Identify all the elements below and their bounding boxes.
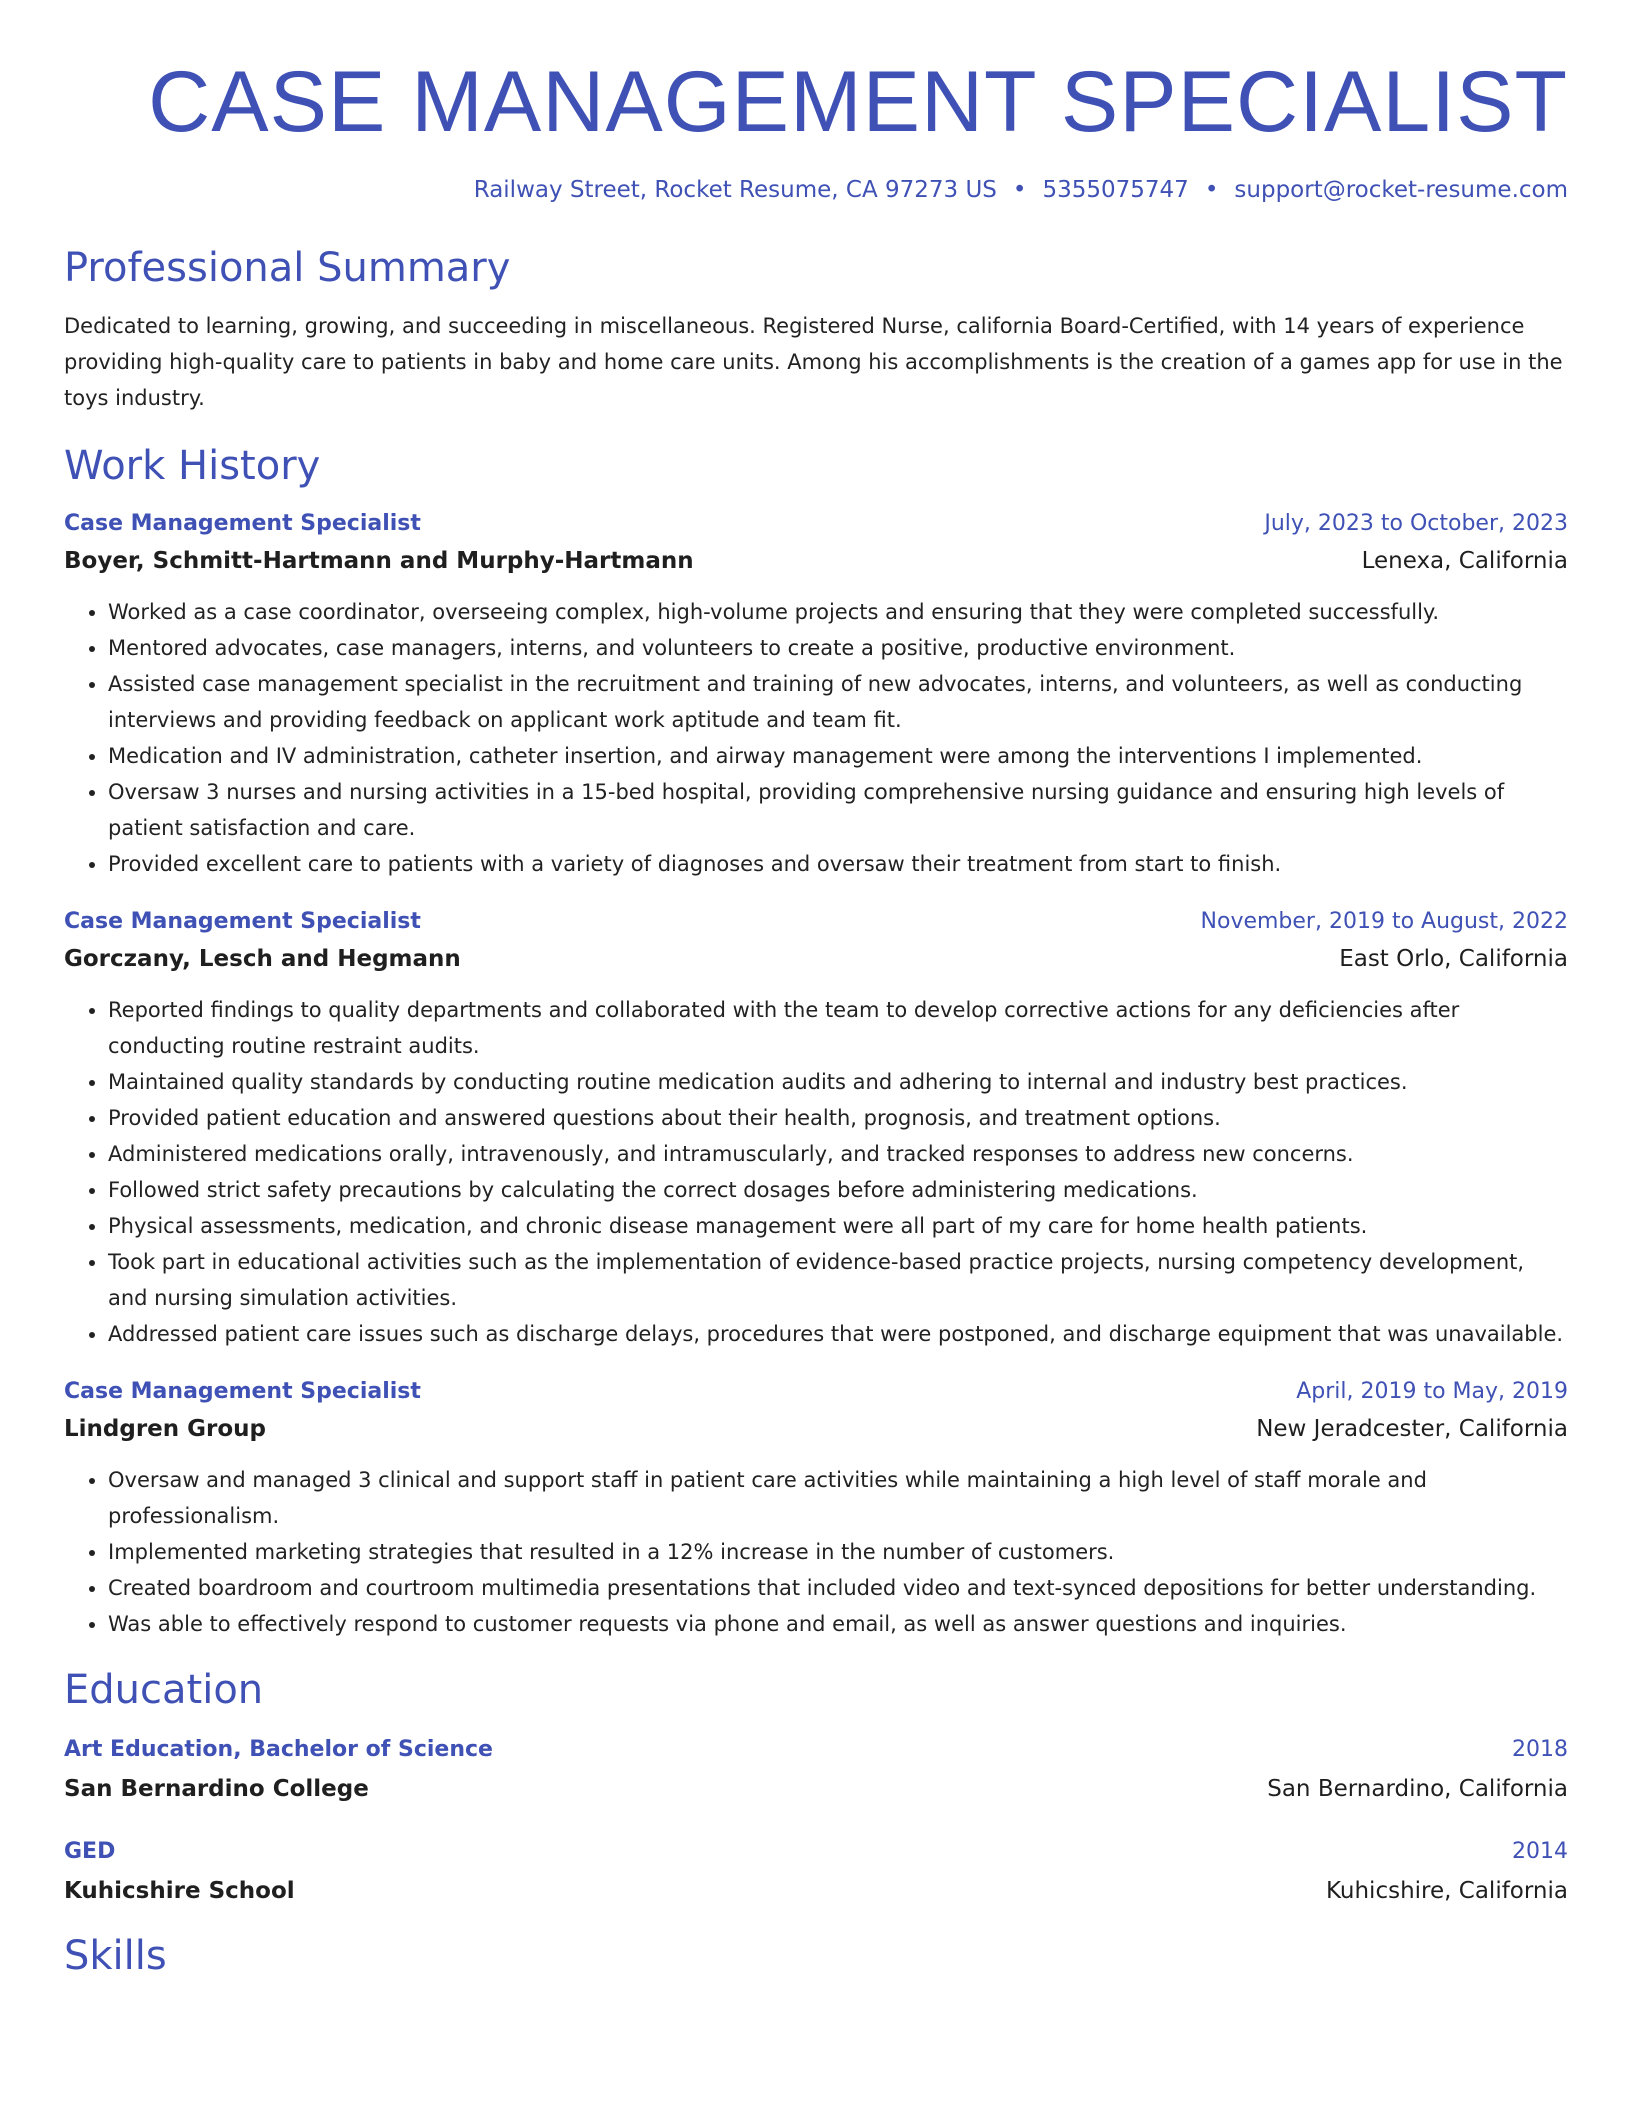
education-school: San Bernardino College (64, 1776, 369, 1802)
education-subheader (64, 1770, 1568, 1808)
job-bullet: • Medication and IV administration, catheter insertion, and airway management were among the interventions I implemented. (108, 738, 1568, 774)
education-degree: GED (64, 1839, 116, 1864)
job-bullet: • Oversaw 3 nurses and nursing activities in a 15-bed hospital, providing comprehensive nursing guidance and ensuring high levels of patient satisfaction and care. (108, 774, 1568, 846)
education-header (64, 1732, 1568, 1768)
job-location: East Orlo, California (1339, 946, 1568, 972)
job-subheader (64, 940, 1568, 978)
job-subheader (64, 542, 1568, 580)
education-location: San Bernardino, California (1267, 1776, 1568, 1802)
education-school: Kuhicshire School (64, 1878, 295, 1904)
job-dates: July, 2023 to October, 2023 (1264, 511, 1568, 536)
job-company: Boyer, Schmitt-Hartmann and Murphy-Hartmann (64, 548, 694, 574)
job-subheader (64, 1410, 1568, 1448)
job-bullet: • Followed strict safety precautions by calculating the correct dosages before administering medications. (108, 1172, 1568, 1208)
job-bullet: • Addressed patient care issues such as discharge delays, procedures that were postponed, and discharge equipment that was unavailable. (108, 1316, 1568, 1352)
contact-line (64, 174, 1568, 206)
job-entry (64, 1374, 1568, 1642)
job-bullet: • Oversaw and managed 3 clinical and support staff in patient care activities while maintaining a high level of staff morale and professionalism. (108, 1462, 1568, 1534)
job-role: Case Management Specialist (64, 1379, 421, 1404)
contact-email[interactable]: support@rocket-resume.com (1234, 177, 1568, 203)
job-role: Case Management Specialist (64, 511, 421, 536)
job-bullets (64, 992, 1568, 1352)
job-bullet: • Created boardroom and courtroom multimedia presentations that included video and text-synced depositions for better understanding. (108, 1570, 1568, 1606)
education-header (64, 1834, 1568, 1870)
education-entry (64, 1732, 1568, 1808)
contact-phone[interactable]: 5355075747 (1042, 177, 1189, 203)
contact-separator: • (1012, 177, 1027, 203)
education-year: 2018 (1512, 1737, 1568, 1762)
education-year: 2014 (1512, 1839, 1568, 1864)
education-subheader (64, 1872, 1568, 1910)
job-location: Lenexa, California (1361, 548, 1568, 574)
job-bullet: • Reported findings to quality departments and collaborated with the team to develop corrective actions for any deficiencies after conducting routine restraint audits. (108, 992, 1568, 1064)
job-entry (64, 506, 1568, 882)
job-dates: April, 2019 to May, 2019 (1296, 1379, 1568, 1404)
candidate-title: CASE MANAGEMENT SPECIALIST (148, 54, 1568, 150)
job-company: Lindgren Group (64, 1416, 267, 1442)
resume-header (64, 50, 1568, 206)
education-location: Kuhicshire, California (1325, 1878, 1568, 1904)
job-company: Gorczany, Lesch and Hegmann (64, 946, 461, 972)
section-title-skills: Skills (64, 1933, 167, 1979)
contact-separator: • (1204, 177, 1219, 203)
job-bullet: • Took part in educational activities such as the implementation of evidence-based practice projects, nursing competency development, and nursing simulation activities. (108, 1244, 1568, 1316)
job-dates: November, 2019 to August, 2022 (1200, 909, 1568, 934)
job-entry (64, 904, 1568, 1352)
job-bullet: • Implemented marketing strategies that resulted in a 12% increase in the number of customers. (108, 1534, 1568, 1570)
job-bullets (64, 594, 1568, 882)
job-location: New Jeradcester, California (1256, 1416, 1568, 1442)
job-header (64, 1374, 1568, 1410)
summary-text: Dedicated to learning, growing, and succeeding in miscellaneous. Registered Nurse, california Board-Certified, with 14 years of experience providing high-quality care to patients in baby and home care units. Among his accomplishments is the creation of a games app for use in the toys industry. (64, 314, 1563, 410)
job-header (64, 904, 1568, 940)
section-title-summary: Professional Summary (64, 245, 511, 291)
section-title-work-history: Work History (64, 443, 321, 489)
job-role: Case Management Specialist (64, 909, 421, 934)
education-entry (64, 1834, 1568, 1910)
job-bullet: • Administered medications orally, intravenously, and intramuscularly, and tracked responses to address new concerns. (108, 1136, 1568, 1172)
job-bullets (64, 1462, 1568, 1642)
job-bullet: • Provided patient education and answered questions about their health, prognosis, and treatment options. (108, 1100, 1568, 1136)
job-header (64, 506, 1568, 542)
job-bullet: • Maintained quality standards by conducting routine medication audits and adhering to internal and industry best practices. (108, 1064, 1568, 1100)
job-bullet: • Worked as a case coordinator, overseeing complex, high-volume projects and ensuring that they were completed successfully. (108, 594, 1568, 630)
education-degree: Art Education, Bachelor of Science (64, 1737, 493, 1762)
job-bullet: • Mentored advocates, case managers, interns, and volunteers to create a positive, productive environment. (108, 630, 1568, 666)
job-bullet: • Physical assessments, medication, and chronic disease management were all part of my care for home health patients. (108, 1208, 1568, 1244)
job-bullet: • Was able to effectively respond to customer requests via phone and email, as well as answer questions and inquiries. (108, 1606, 1568, 1642)
contact-address: Railway Street, Rocket Resume, CA 97273 US (473, 177, 997, 203)
section-title-education: Education (64, 1667, 264, 1713)
job-bullet: • Assisted case management specialist in the recruitment and training of new advocates, interns, and volunteers, as well as conducting interviews and providing feedback on applicant work aptitude and team fit. (108, 666, 1568, 738)
job-bullet: • Provided excellent care to patients with a variety of diagnoses and oversaw their treatment from start to finish. (108, 846, 1568, 882)
